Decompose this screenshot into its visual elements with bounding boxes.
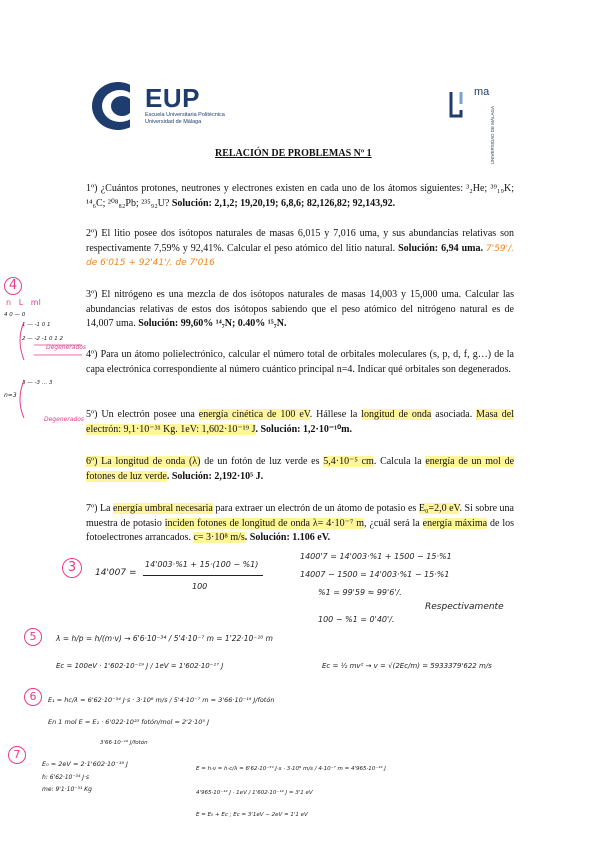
problem-1: [86, 182, 514, 211]
problem-7-highlight-photons: inciden fotones de longitud de onda λ= 4·10⁻⁷ m: [164, 517, 365, 529]
hw-p7-line-d: E = h·ν = h·c/λ = 6'62·10⁻³⁴ J·s · 3·10⁸ m/s / 4·10⁻⁷ m = 4'965·10⁻¹⁹ J: [196, 766, 386, 772]
margin-degenerate-label-2: Degenerados: [44, 416, 85, 423]
hw-p3-right-c: %1 = 99'59 ≈ 99'6'/.: [318, 588, 402, 597]
problem-1-text: 1º) ¿Cuántos protones, neutrones y electrones existen en cada uno de los átomos siguientes: ³₂He; ³⁹₁₉K; ¹⁴₆C; ²⁰⁸₈₂Pb; ²³⁵₉₂U?: [86, 183, 514, 209]
hw-circled-3: [62, 558, 82, 578]
problem-7-text-b: para extraer un electrón de un átomo de potasio es: [212, 503, 419, 514]
problem-4: [86, 348, 514, 377]
problem-6-text-b: . Calcula la: [373, 456, 426, 467]
problem-2-solution: Solución: 6,94 uma.: [398, 242, 483, 254]
problem-6-highlight-wavelength: 6º) La longitud de onda (λ): [86, 456, 201, 467]
hw-p7-line-a: E₀ = 2eV = 2·1'602·10⁻¹⁹ J: [42, 760, 128, 768]
uma-logo-subtitle: UNIVERSIDAD DE MÁLAGA: [490, 106, 495, 165]
problem-4-text: 4º) Para un átomo polielectrónico, calcular el número total de orbitales moleculares (s, p, d, f, g…) de la capa electrónica correspondiente al número cuántico principal n=4. Indicar qué orbitales son degenerados.: [86, 349, 514, 375]
margin-circled-4: [4, 277, 22, 295]
page-title: RELACIÓN DE PROBLEMAS Nº 1: [215, 148, 372, 159]
problem-6-highlight-energy: energía de un mol de fotones de luz verde: [86, 456, 515, 482]
hw-p3-left-c: 100: [192, 582, 208, 591]
problem-5-highlight-wavelength: longitud de onda: [361, 409, 432, 420]
problem-7-highlight-c: c= 3·10⁸ m/s: [193, 532, 245, 543]
problem-3-solution: Solución: 99,60% ¹⁴₇N; 0.40% ¹⁵₇N.: [138, 318, 287, 329]
margin-row-l3: 3 — -3 … 3: [22, 380, 53, 386]
problem-6: [86, 455, 514, 484]
problem-5-text-c: asociada.: [431, 409, 473, 420]
hw-p7-line-e: 4'965·10⁻¹⁹ J · 1eV / 1'602·10⁻¹⁹ J = 3'1 eV: [196, 790, 313, 796]
hw-p3-left-b: 14'003·%1 + 15·(100 − %1): [145, 560, 259, 569]
problem-5-solution: . Solución: 1,2·10⁻¹⁰m.: [255, 423, 352, 435]
hw-p6-line-a: E₁ = hc/λ = 6'62·10⁻³⁴ J·s · 3·10⁸ m/s / 5'4·10⁻⁷ m = 3'66·10⁻¹⁹ J/fotón: [48, 696, 275, 704]
problem-7-solution: . Solución: 1.106 eV.: [244, 532, 331, 543]
problem-7-highlight-e0: E₀=2,0 eV: [418, 503, 460, 514]
margin-degenerate-label-1: Degenerados: [46, 344, 87, 351]
hw-p3-respectively: Respectivamente: [425, 602, 504, 612]
hw-p7-line-b: h: 6'62·10⁻³⁴ J·s: [42, 774, 90, 781]
margin-bracket-drawing: [14, 320, 87, 420]
margin-row-l1: 1 — -1 0 1: [22, 322, 51, 328]
hw-p3-right-b: 14007 − 1500 = 14'003·%1 − 15·%1: [300, 570, 450, 579]
problem-6-highlight-value: 5,4·10⁻⁵ cm: [323, 456, 374, 467]
problem-7-text-e: de los fotoelectrones arrancados.: [86, 517, 515, 543]
problem-7: [86, 502, 514, 546]
problem-5-text-b: . Hállese la: [309, 409, 362, 420]
margin-quantum-headers: n L ml: [6, 298, 41, 307]
problem-5: [86, 408, 514, 437]
problem-7-text-c: . Si sobre una muestra de potasio: [86, 503, 514, 529]
problem-3: [86, 288, 514, 332]
uma-logo-text: ma: [474, 86, 490, 98]
problem-5-highlight-mass: Masa del electrón: 9,1·10⁻³¹ Kg. 1eV: 1,602·10⁻¹⁹ J: [86, 409, 514, 435]
hw-p5-line-c: Ec = ½ mv² → v = √(2Ec/m) = 5933379'622 m/s: [322, 662, 492, 670]
margin-row-l2: 2 — -2 -1 0 1 2: [22, 336, 63, 342]
problem-2: [86, 227, 514, 271]
hw-circled-5-label: 5: [29, 630, 37, 643]
hw-p6-line-c: 3'66·10⁻¹⁹ J/fotón: [100, 740, 148, 746]
problem-7-highlight-threshold: energía umbral necesaria: [113, 503, 213, 514]
hw-p3-right-d: 100 − %1 = 0'40'/.: [318, 615, 395, 624]
problem-6-text-a: de un fotón de luz verde es: [200, 456, 324, 467]
problem-5-text-a: 5º) Un electrón posee una: [86, 409, 199, 420]
problem-3-text: 3º) El nitrógeno es una mezcla de dos isótopos naturales de masas 14,003 y 15,000 uma. Calcular las abundancias relativas de estos dos isótopos sabiendo que el peso atómico del nitrógeno natural es de 14,007 uma.: [86, 289, 514, 329]
hw-circled-3-label: 3: [67, 560, 77, 575]
hw-p3-right-a: 1400'7 = 14'003·%1 + 1500 − 15·%1: [300, 552, 452, 561]
hw-circled-6: [24, 688, 42, 706]
problem-2-handwritten-note: 7'59'/. de 6'015 + 92'41'/. de 7'016: [86, 243, 514, 268]
problem-2-text: 2º) El litio posee dos isótopos naturales de masas 6,015 y 7,016 uma, y sus abundancias relativas son respectivamente 7,59% y 92,41%. Calcular el peso atómico del litio natural.: [86, 228, 514, 254]
eup-logo-subtitle: Escuela Universitaria Politécnica Universidad de Málaga: [145, 112, 225, 125]
problem-5-highlight-energy: energía cinética de 100 eV: [198, 409, 310, 420]
margin-row-l0: 4 0 — 0: [4, 312, 26, 318]
problem-7-text-a: 7º) La: [86, 503, 114, 514]
hw-p3-left-a: 14'007 =: [95, 568, 137, 578]
hw-p3-fraction-bar: [143, 575, 263, 576]
hw-p7-line-c: me: 9'1·10⁻³¹ Kg: [42, 786, 92, 793]
problem-7-highlight-max-energy: energía máxima: [422, 517, 488, 529]
hw-p7-line-f: E = E₀ + Ec ; Ec = 3'1eV − 2eV = 1'1 eV: [196, 812, 308, 818]
margin-n3-label: n=3: [4, 392, 17, 399]
hw-circled-6-label: 6: [29, 690, 37, 703]
hw-p5-line-b: Ec = 100eV · 1'602·10⁻¹⁹ J / 1eV = 1'602·10⁻¹⁷ J: [56, 662, 224, 670]
problem-6-solution: . Solución: 2,192·10⁵ J.: [166, 470, 264, 482]
hw-p6-line-b: En 1 mol E = E₁ · 6'022·10²³ fotón/mol = 2'2·10⁵ J: [48, 718, 209, 726]
hw-circled-7-label: 7: [13, 748, 21, 761]
hw-circled-7: [8, 746, 26, 764]
problem-7-text-d: , ¿cuál será la: [364, 517, 423, 529]
hw-circled-5: [24, 628, 42, 646]
problem-1-solution: Solución: 2,1,2; 19,20,19; 6,8,6; 82,126,82; 92,143,92.: [171, 197, 396, 209]
eup-logo-text: EUP: [145, 83, 200, 113]
margin-circled-4-label: 4: [8, 278, 18, 293]
hw-p5-line-a: λ = h/p = h/(m·v) → 6'6·10⁻³⁴ / 5'4·10⁻⁷ m = 1'22·10⁻¹⁰ m: [56, 634, 273, 643]
